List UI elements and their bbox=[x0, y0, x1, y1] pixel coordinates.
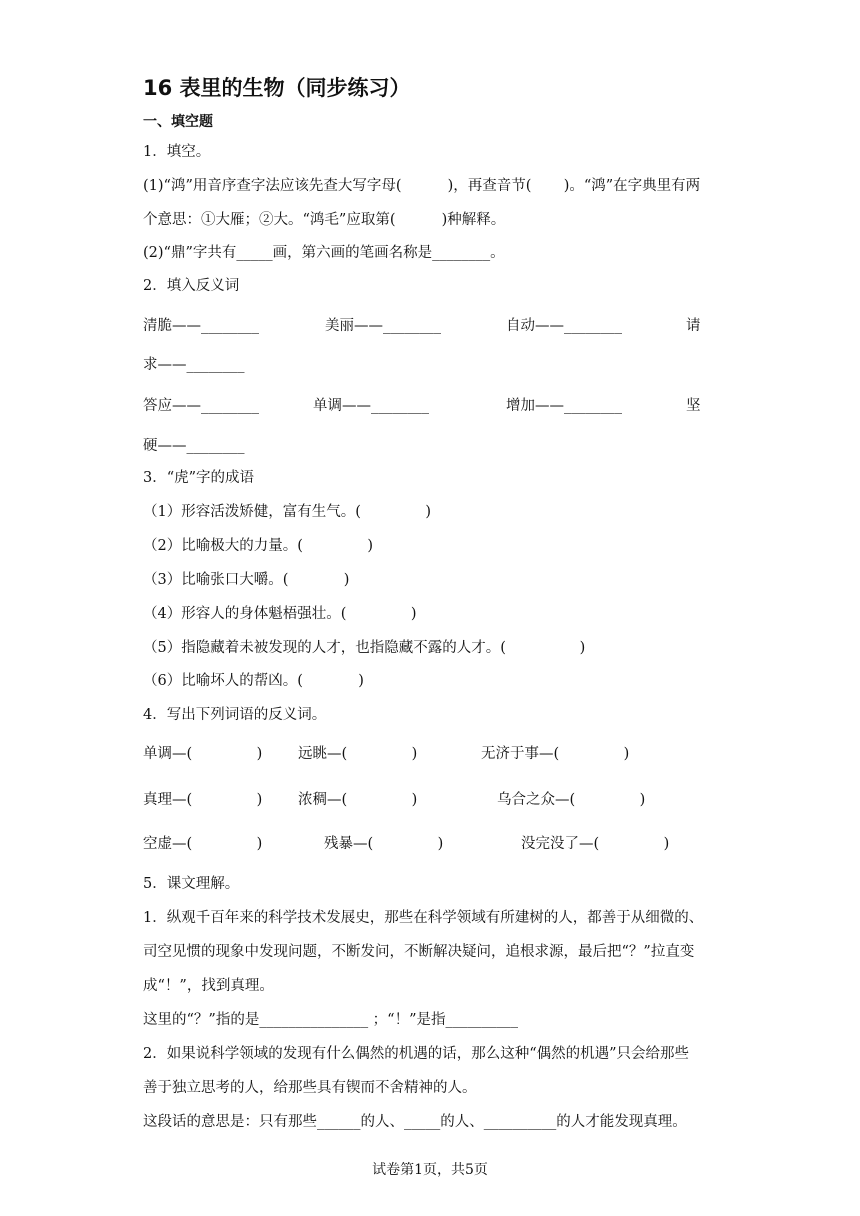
antonym-item: 真理—( ) bbox=[143, 792, 263, 808]
antonym-item: 单调——________ bbox=[313, 398, 429, 414]
question-1-line: (2)“鼎”字共有_____画，第六画的笔画名称是________。 bbox=[143, 245, 505, 261]
idiom-item: （2）比喻极大的力量。( ) bbox=[143, 538, 374, 554]
antonym-item: 浓稠—( ) bbox=[298, 792, 418, 808]
antonym-item: 自动——________ bbox=[506, 318, 622, 334]
passage-question: 这段话的意思是：只有那些______的人、_____的人、__________的人才能发现真理。 bbox=[143, 1114, 687, 1130]
passage-line: 2．如果说科学领域的发现有什么偶然的机遇的话，那么这种“偶然的机遇”只会给那些 bbox=[143, 1046, 690, 1062]
question-1-line: (1)“鸿”用音序查字法应该先查大写字母( )，再查音节( )。“鸿”在字典里有两 bbox=[143, 178, 701, 194]
page-title: 16 表里的生物（同步练习） bbox=[143, 76, 411, 100]
idiom-item: （6）比喻坏人的帮凶。( ) bbox=[143, 673, 364, 689]
antonym-item: 坚 bbox=[686, 398, 701, 414]
passage-line: 善于独立思考的人，给那些具有锲而不舍精神的人。 bbox=[143, 1080, 477, 1096]
question-4-heading: 4．写出下列词语的反义词。 bbox=[143, 707, 327, 723]
antonym-item: 远眺—( ) bbox=[298, 746, 418, 762]
idiom-item: （1）形容活泼矫健，富有生气。( ) bbox=[143, 504, 432, 520]
passage-question: 这里的“？”指的是_______________ ；“！”是指__________ bbox=[143, 1012, 519, 1028]
antonym-item: 空虚—( ) bbox=[143, 836, 263, 852]
antonym-item: 没完没了—( ) bbox=[521, 836, 670, 852]
section-heading: 一、填空题 bbox=[143, 114, 213, 130]
question-2-heading: 2．填入反义词 bbox=[143, 278, 240, 294]
question-3-heading: 3．“虎”字的成语 bbox=[143, 470, 255, 486]
passage-line: 1．纵观千百年来的科学技术发展史，那些在科学领域有所建树的人，都善于从细微的、 bbox=[143, 910, 704, 926]
idiom-item: （5）指隐藏着未被发现的人才，也指隐藏不露的人才。( ) bbox=[143, 640, 586, 656]
antonym-item: 残暴—( ) bbox=[324, 836, 444, 852]
passage-line: 司空见惯的现象中发现问题，不断发问，不断解决疑问，追根求源，最后把“？”拉直变 bbox=[143, 944, 695, 960]
antonym-item: 单调—( ) bbox=[143, 746, 263, 762]
question-5-heading: 5．课文理解。 bbox=[143, 876, 240, 892]
antonym-item: 求——________ bbox=[143, 357, 245, 373]
passage-line: 成“！”，找到真理。 bbox=[143, 978, 274, 994]
antonym-item: 增加——________ bbox=[506, 398, 622, 414]
antonym-item: 无济于事—( ) bbox=[481, 746, 630, 762]
idiom-item: （3）比喻张口大嚼。( ) bbox=[143, 572, 350, 588]
antonym-item: 硬——________ bbox=[143, 438, 245, 454]
page-footer: 试卷第1页，共5页 bbox=[372, 1162, 488, 1178]
antonym-item: 美丽——________ bbox=[325, 318, 441, 334]
antonym-item: 答应——________ bbox=[143, 398, 259, 414]
antonym-item: 请 bbox=[686, 318, 701, 334]
idiom-item: （4）形容人的身体魁梧强壮。( ) bbox=[143, 606, 417, 622]
question-1-heading: 1．填空。 bbox=[143, 144, 211, 160]
question-1-line: 个意思：①大雁；②大。“鸿毛”应取第( )种解释。 bbox=[143, 212, 506, 228]
antonym-item: 清脆——________ bbox=[143, 318, 259, 334]
antonym-item: 乌合之众—( ) bbox=[497, 792, 646, 808]
